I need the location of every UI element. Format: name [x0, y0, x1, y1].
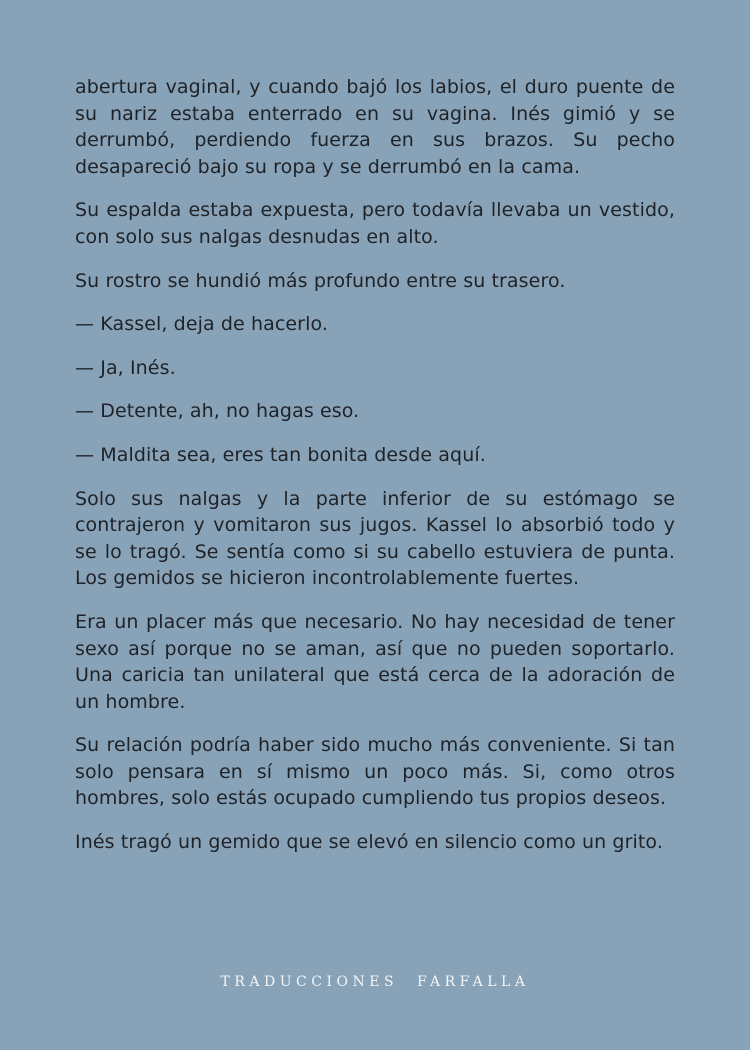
paragraph: Solo sus nalgas y la parte inferior de su estómago se contrajeron y vomitaron sus jugos. Kassel lo absorbió todo y se lo tragó. Se sentía como si su cabello estuviera de punta. Los gemidos se hicieron incontrolablemente fuertes.	[75, 487, 675, 590]
dialogue-line: — Kassel, deja de hacerlo.	[75, 313, 328, 336]
page-footer: TRADUCCIONES FARFALLA	[220, 974, 530, 990]
dialogue-line: — Ja, Inés.	[75, 356, 176, 379]
dialogue-line: — Maldita sea, eres tan bonita desde aquí.	[75, 443, 486, 466]
paragraph: Su rostro se hundió más profundo entre su trasero.	[75, 269, 566, 292]
paragraph: Era un placer más que necesario. No hay necesidad de tener sexo así porque no se aman, así que no pueden soportarlo. Una caricia tan unilateral que está cerca de la adoración de un hombre.	[75, 610, 675, 713]
dialogue-line: — Detente, ah, no hagas eso.	[75, 400, 360, 423]
paragraph: abertura vaginal, y cuando bajó los labios, el duro puente de su nariz estaba enterrado en su vagina. Inés gimió y se derrumbó, perdiendo fuerza en sus brazos. Su pecho desapareció bajo su ropa y se derrumbó en la cama.	[75, 76, 675, 178]
paragraph: Su relación podría haber sido mucho más conveniente. Si tan solo pensara en sí mismo un poco más. Si, como otros hombres, solo estás ocupado cumpliendo tus propios deseos.	[75, 734, 675, 810]
paragraph: Inés tragó un gemido que se elevó en silencio como un grito.	[75, 831, 663, 854]
page-body	[75, 74, 675, 873]
paragraph: Su espalda estaba expuesta, pero todavía llevaba un vestido, con solo sus nalgas desnudas en alto.	[75, 199, 675, 248]
